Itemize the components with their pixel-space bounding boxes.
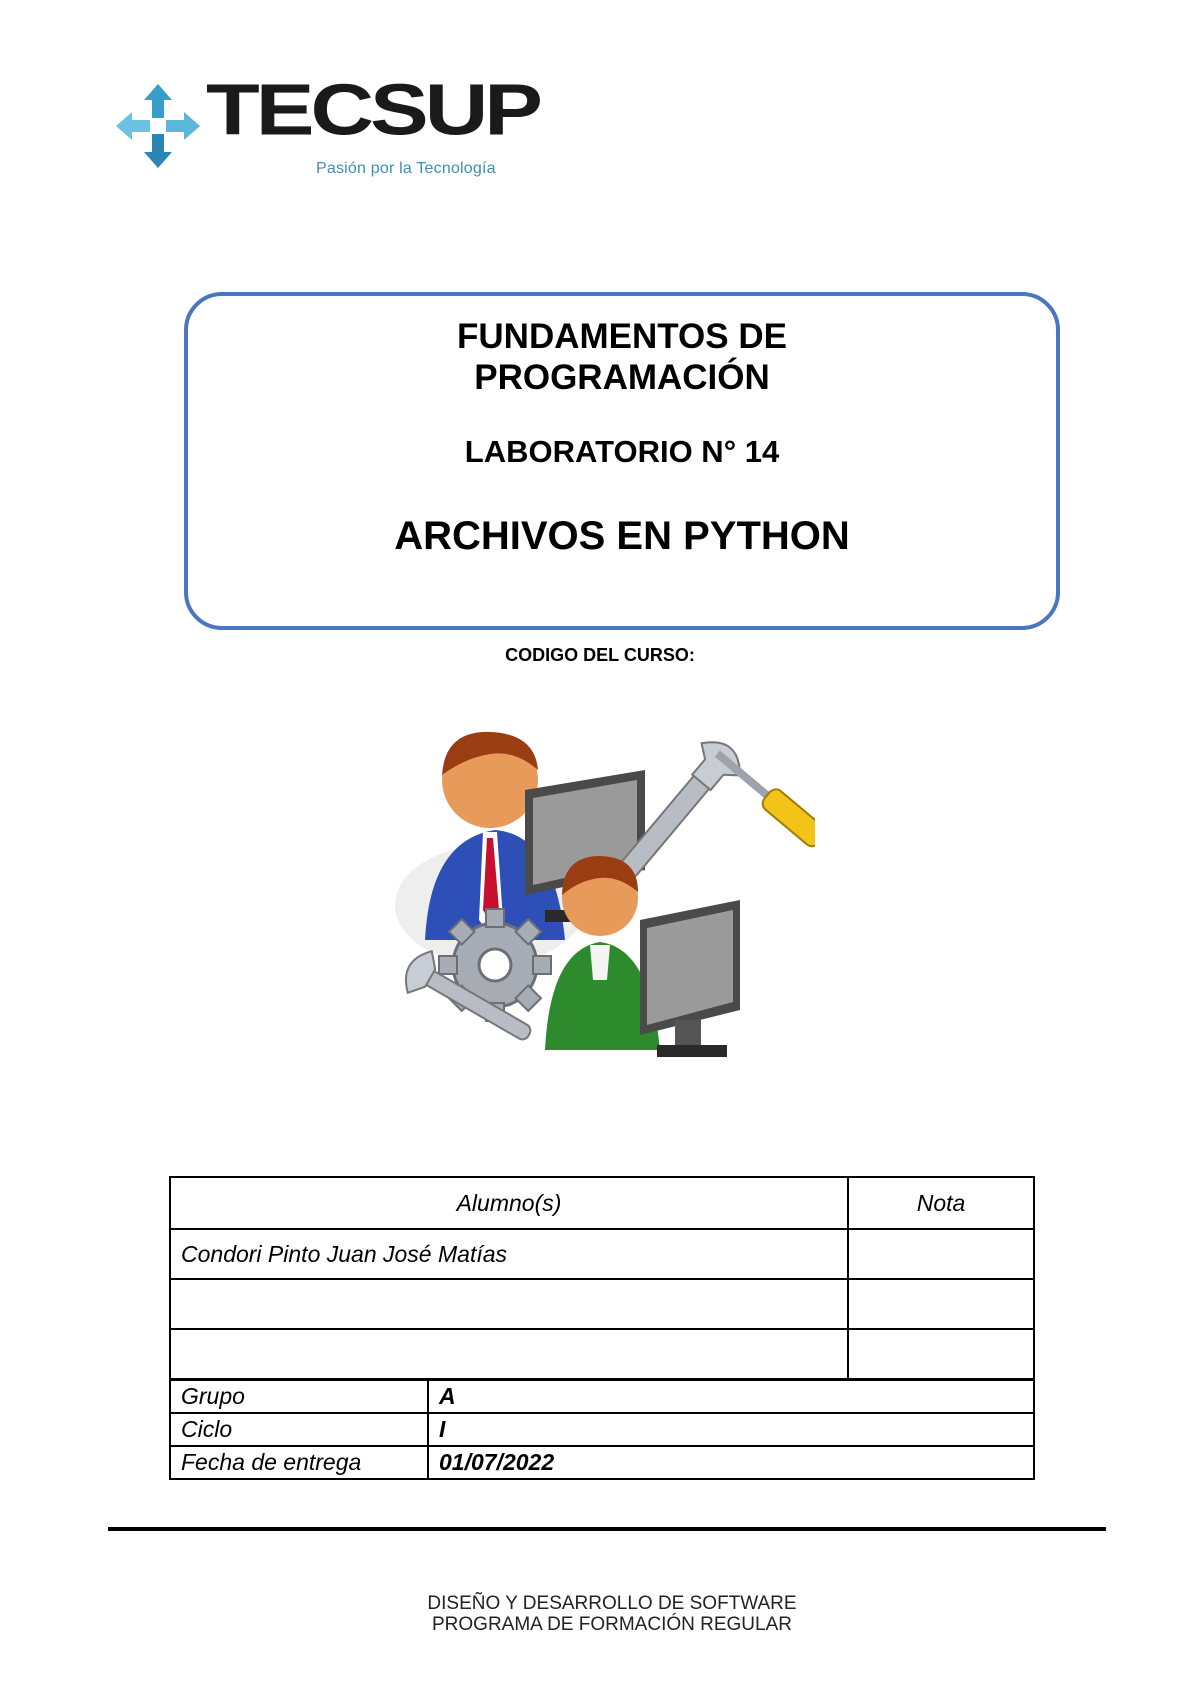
info-row-fecha xyxy=(170,1446,1034,1479)
table-row xyxy=(170,1329,1034,1379)
course-title-line1: FUNDAMENTOS DE xyxy=(457,317,787,356)
student-nota xyxy=(848,1229,1034,1279)
info-row-grupo xyxy=(170,1380,1034,1413)
students-table xyxy=(169,1176,1035,1380)
student-nota xyxy=(848,1329,1034,1379)
course-code-label: CODIGO DEL CURSO: xyxy=(505,645,695,665)
cover-title-box xyxy=(184,292,1060,630)
info-label: Fecha de entrega xyxy=(170,1446,428,1479)
tecsup-logo xyxy=(110,69,539,192)
students-table-header xyxy=(170,1177,1034,1229)
table-row xyxy=(170,1279,1034,1329)
lab-number: LABORATORIO N° 14 xyxy=(464,434,780,469)
info-value: I xyxy=(428,1413,1034,1446)
header-alumnos: Alumno(s) xyxy=(170,1177,848,1229)
info-label: Ciclo xyxy=(170,1413,428,1446)
logo-tagline: Pasión por la Tecnología xyxy=(316,160,496,177)
header-nota: Nota xyxy=(848,1177,1034,1229)
student-name xyxy=(170,1279,848,1329)
info-label: Grupo xyxy=(170,1380,428,1413)
info-value: 01/07/2022 xyxy=(428,1446,1034,1479)
footer xyxy=(0,1593,1200,1635)
lab-topic: ARCHIVOS EN PYTHON xyxy=(394,514,850,558)
footer-line1: DISEÑO Y DESARROLLO DE SOFTWARE xyxy=(427,1593,797,1614)
footer-line2: PROGRAMA DE FORMACIÓN REGULAR xyxy=(432,1614,792,1635)
student-name xyxy=(170,1329,848,1379)
course-title xyxy=(188,316,1056,398)
footer-divider xyxy=(108,1527,1106,1531)
info-table xyxy=(169,1379,1035,1480)
people-at-computers-with-tools-icon xyxy=(395,720,815,1080)
course-title-line2: PROGRAMACIÓN xyxy=(474,358,770,397)
student-name: Condori Pinto Juan José Matías xyxy=(170,1229,848,1279)
logo-wordmark: TECSUP xyxy=(206,69,539,151)
tecsup-emblem-icon xyxy=(110,78,206,174)
table-row xyxy=(170,1229,1034,1279)
info-row-ciclo xyxy=(170,1413,1034,1446)
student-nota xyxy=(848,1279,1034,1329)
info-value: A xyxy=(428,1380,1034,1413)
